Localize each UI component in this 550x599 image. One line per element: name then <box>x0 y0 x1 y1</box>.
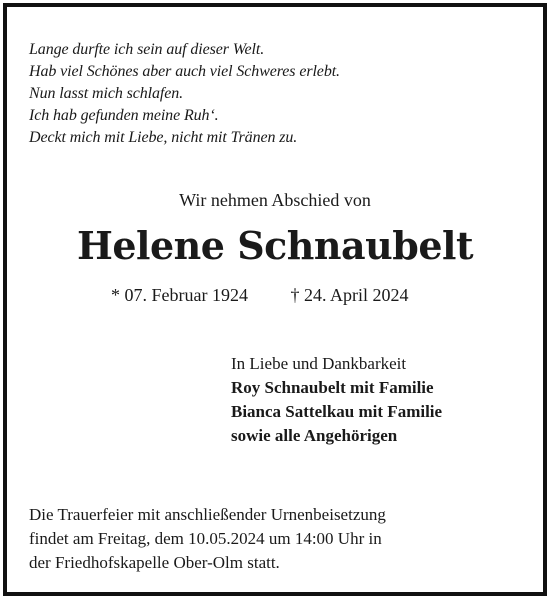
death-date: † 24. April 2024 <box>290 285 409 305</box>
mourner-family-1: Roy Schnaubelt mit Familie <box>231 378 434 397</box>
service-line-3: der Friedhofskapelle Ober-Olm statt. <box>29 553 280 572</box>
poem <box>29 39 340 149</box>
birth-date: * 07. Februar 1924 <box>111 285 248 305</box>
poem-line-2: Hab viel Schönes aber auch viel Schweres erlebt. <box>29 63 340 80</box>
life-dates <box>111 283 409 307</box>
mourner-family-2: Bianca Sattelkau mit Familie <box>231 402 443 421</box>
poem-line-4: Ich hab gefunden meine Ruh‘. <box>29 107 219 124</box>
service-line-1: Die Trauerfeier mit anschließender Urnenbeisetzung <box>29 505 386 524</box>
funeral-service-info <box>29 503 386 575</box>
poem-line-3: Nun lasst mich schlafen. <box>29 85 184 102</box>
mourner-relatives: sowie alle Angehörigen <box>231 426 398 445</box>
farewell-intro: Wir nehmen Abschied von <box>179 190 371 210</box>
mourners-lead: In Liebe und Dankbarkeit <box>231 354 407 373</box>
deceased-name: Helene Schnaubelt <box>76 223 474 268</box>
service-line-2: findet am Freitag, dem 10.05.2024 um 14:00 Uhr in <box>29 529 382 548</box>
mourners-block <box>231 352 442 448</box>
poem-line-5: Deckt mich mit Liebe, nicht mit Tränen zu. <box>29 129 298 146</box>
obituary-notice <box>3 3 547 596</box>
poem-line-1: Lange durfte ich sein auf dieser Welt. <box>29 41 265 58</box>
